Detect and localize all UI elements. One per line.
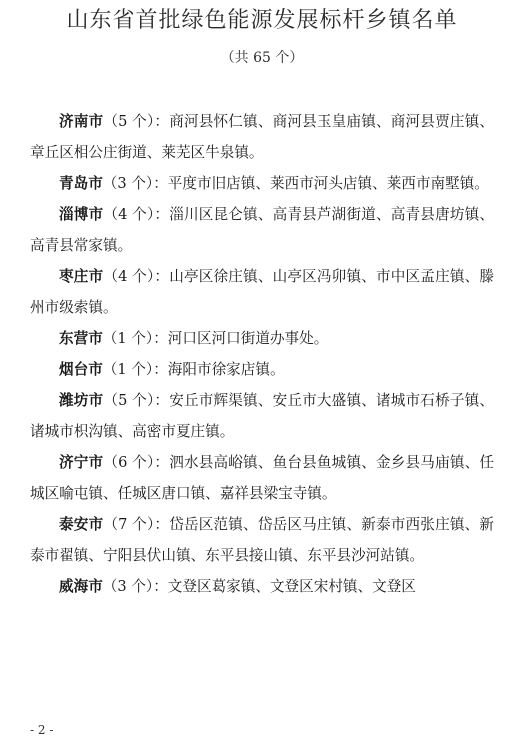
town-count: （4 个）： <box>103 206 170 223</box>
list-item <box>30 199 494 261</box>
town-count: （1 个）： <box>102 361 168 378</box>
town-count: （5 个）： <box>103 113 170 130</box>
city-name: 枣庄市 <box>59 268 104 285</box>
town-list <box>30 106 494 602</box>
town-names: 平度市旧店镇、莱西市河头店镇、莱西市南墅镇。 <box>167 175 489 192</box>
list-item <box>30 261 494 323</box>
city-name: 淄博市 <box>59 206 104 223</box>
list-item <box>30 509 494 571</box>
town-count: （6 个）： <box>103 454 170 471</box>
list-item <box>30 447 494 509</box>
document-subtitle: （共 65 个） <box>220 50 304 66</box>
list-item <box>30 168 494 199</box>
city-name: 济南市 <box>59 113 104 130</box>
town-names: 文登区葛家镇、文登区宋村镇、文登区 <box>167 578 416 595</box>
town-count: （5 个）： <box>103 392 170 409</box>
town-count: （4 个）： <box>103 268 170 285</box>
document-title: 山东省首批绿色能源发展标杆乡镇名单 <box>66 8 458 33</box>
city-name: 威海市 <box>59 578 103 595</box>
city-name: 东营市 <box>59 330 103 347</box>
town-names: 岱岳区范镇、岱岳区马庄镇、新泰市西张庄镇、新泰市翟镇、宁阳县伏山镇、东平县接山镇、东平县沙河站镇。 <box>30 516 494 564</box>
town-count: （3 个）： <box>102 578 168 595</box>
list-item <box>30 385 494 447</box>
city-name: 潍坊市 <box>59 392 104 409</box>
list-item <box>30 354 494 385</box>
city-name: 济宁市 <box>59 454 104 471</box>
town-names: 淄川区昆仑镇、高青县芦湖街道、高青县唐坊镇、高青县常家镇。 <box>30 206 494 254</box>
town-names: 商河县怀仁镇、商河县玉皇庙镇、商河县贾庄镇、章丘区相公庄街道、莱芜区牛泉镇。 <box>30 113 494 161</box>
page-number: - 2 - <box>30 723 54 737</box>
town-names: 泗水县高峪镇、鱼台县鱼城镇、金乡县马庙镇、任城区喻屯镇、任城区唐口镇、嘉祥县梁宝寺镇。 <box>30 454 494 502</box>
list-item <box>30 106 494 168</box>
town-count: （7 个）： <box>103 516 170 533</box>
town-names: 海阳市徐家店镇。 <box>167 361 285 378</box>
city-name: 青岛市 <box>59 175 103 192</box>
town-count: （1 个）： <box>102 330 168 347</box>
city-name: 烟台市 <box>59 361 103 378</box>
town-count: （3 个）： <box>102 175 168 192</box>
town-names: 河口区河口街道办事处。 <box>167 330 329 347</box>
list-item <box>30 571 494 602</box>
list-item <box>30 323 494 354</box>
town-names: 安丘市辉渠镇、安丘市大盛镇、诸城市石桥子镇、诸城市枳沟镇、高密市夏庄镇。 <box>30 392 494 440</box>
city-name: 泰安市 <box>59 516 104 533</box>
town-names: 山亭区徐庄镇、山亭区冯卯镇、市中区孟庄镇、滕州市级索镇。 <box>30 268 494 316</box>
